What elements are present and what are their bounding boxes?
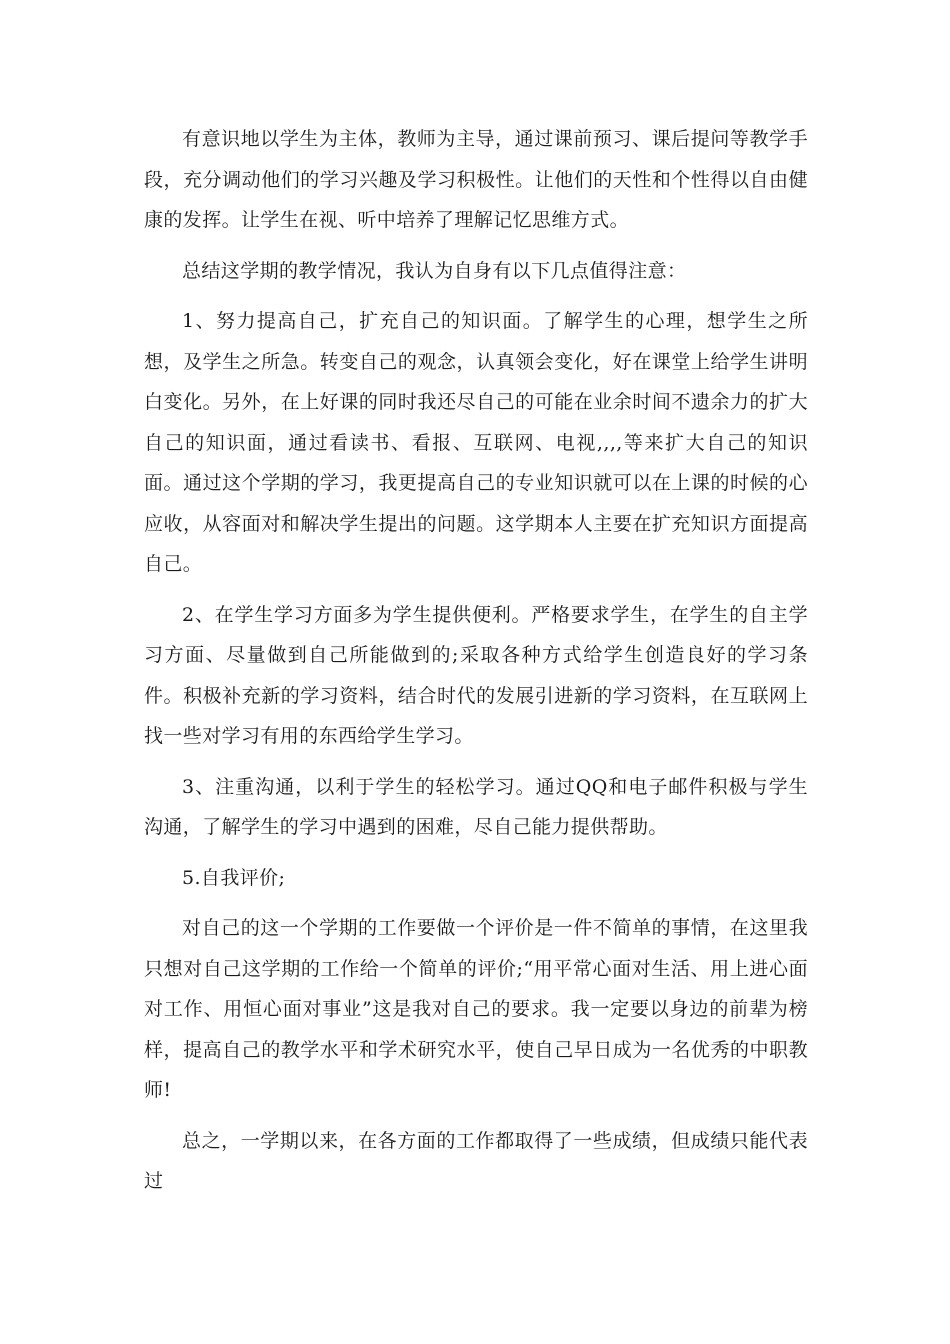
paragraph-7: 对自己的这一个学期的工作要做一个评价是一件不简单的事情，在这里我只想对自己这学期的工作给一个简单的评价;“用平常心面对生活、用上进心面对工作、用恒心面对事业”这是我对自己的要求。我一定要以身边的前辈为榜样，提高自己的教学水平和学术研究水平，使自己早日成为一名优秀的中职教师! [144, 917, 808, 1101]
paragraph-8: 总之，一学期以来，在各方面的工作都取得了一些成绩，但成绩只能代表过 [144, 1129, 808, 1192]
paragraph-2: 总结这学期的教学情况，我认为自身有以下几点值得注意： [182, 259, 687, 282]
paragraph-4: 2、在学生学习方面多为学生提供便利。严格要求学生，在学生的自主学习方面、尽量做到自己所能做到的;采取各种方式给学生创造良好的学习条件。积极补充新的学习资料，结合时代的发展引进新的学习资料，在互联网上找一些对学习有用的东西给学生学习。 [144, 603, 808, 747]
paragraph-6: 5.自我评价; [182, 866, 286, 889]
paragraph-1: 有意识地以学生为主体，教师为主导，通过课前预习、课后提问等教学手段，充分调动他们的学习兴趣及学习积极性。让他们的天性和个性得以自由健康的发挥。让学生在视、听中培养了理解记忆思维方式。 [144, 128, 808, 231]
document-body [144, 119, 808, 1212]
paragraph-5: 3、注重沟通，以利于学生的轻松学习。通过QQ和电子邮件积极与学生沟通，了解学生的学习中遇到的困难，尽自己能力提供帮助。 [144, 775, 808, 838]
paragraph-3: 1、努力提高自己，扩充自己的知识面。了解学生的心理，想学生之所想，及学生之所急。转变自己的观念，认真领会变化，好在课堂上给学生讲明白变化。另外，在上好课的同时我还尽自己的可能在业余时间不遗余力的扩大自己的知识面，通过看读书、看报、互联网、电视,,,,等来扩大自己的知识面。通过这个学期的学习，我更提高自己的专业知识就可以在上课的时候的心应收，从容面对和解决学生提出的问题。这学期本人主要在扩充知识方面提高自己。 [144, 310, 808, 575]
